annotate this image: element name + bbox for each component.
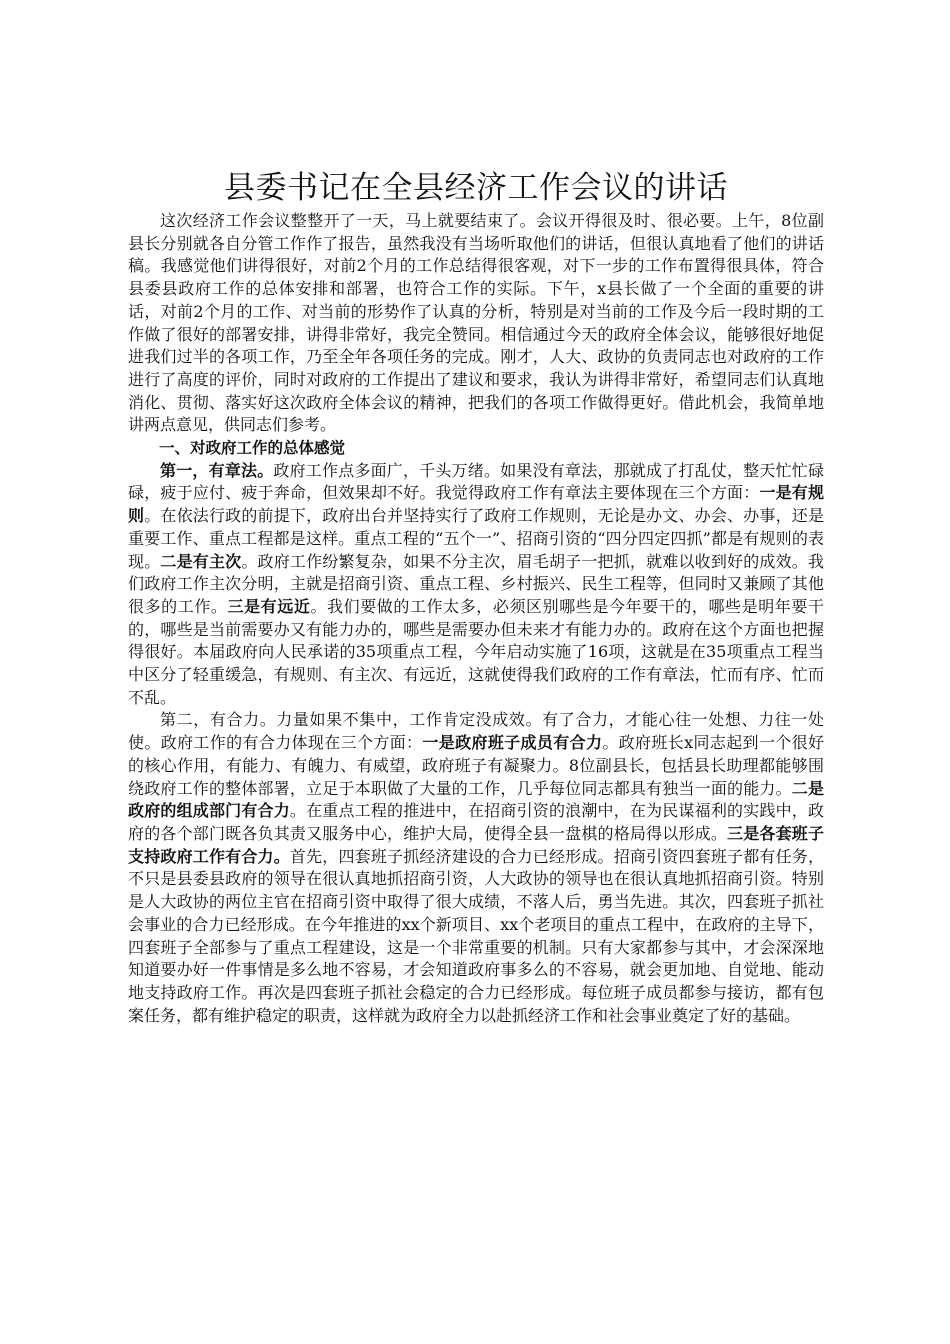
document-page bbox=[128, 168, 824, 1027]
paragraph-text: 。政府班长x同志起到一个很好的核心作用，有能力、有魄力、有威望，政府班子有凝聚力。8位副县长，包括县长助理都能够围绕政府工作的整体部署，立足于本职做了大量的工作，几乎每位同志都具有独当一面的能力。 bbox=[128, 733, 824, 798]
bold-phrase: 三是各套班子支持政府工作有合力。 bbox=[128, 823, 824, 866]
paragraph-zhangfa bbox=[128, 460, 824, 710]
bold-phrase: 一是有规则 bbox=[128, 483, 824, 526]
paragraph-text: 。我们要做的工作太多，必须区别哪些是今年要干的，哪些是明年要干的，哪些是当前需要办又有能力办的，哪些是需要办但未来才有能力办的。政府在这个方面也把握得很好。本届政府向人民承诺的35项重点工程，今年启动实施了16项，这就是在35项重点工程当中区分了轻重缓急，有规则、有主次、有远近，这就使得我们政府的工作有章法，忙而有序、忙而不乱。 bbox=[128, 596, 824, 707]
bold-phrase: 二是有主次 bbox=[160, 551, 242, 571]
paragraph-text: 首先，四套班子抓经济建设的合力已经形成。招商引资四套班子都有任务，不只是县委县政府的领导在很认真地抓招商引资，人大政协的领导也在很认真地抓招商引资。特别是人大政协的两位主官在招商引资中取得了很大成绩，不落人后，勇当先进。其次，四套班子抓社会事业的合力已经形成。在今年推进的xx个新项目、xx个老项目的重点工程中，在政府的主导下，四套班子全部参与了重点工程建设，这是一个非常重要的机制。只有大家都参与其中，才会深深地知道要办好一件事情是多么地不容易，才会知道政府事多么的不容易，就会更加地、自觉地、能动地支持政府工作。再次是四套班子抓社会稳定的合力已经形成。每位班子成员都参与接访，都有包案任务，都有维护稳定的职责，这样就为政府全力以赴抓经济工作和社会事业奠定了好的基础。 bbox=[128, 846, 824, 1025]
paragraph-text: 。政府工作纷繁复杂，如果不分主次，眉毛胡子一把抓，就难以收到好的成效。我们政府工作主次分明，主就是招商引资、重点工程、乡村振兴、民生工程等，但同时又兼顾了其他很多的工作。 bbox=[128, 551, 824, 616]
paragraph-text: 。在重点工程的推进中，在招商引资的浪潮中，在为民谋福利的实践中，政府的各个部门既各负其责又服务中心，维护大局，使得全县一盘棋的格局得以形成。 bbox=[128, 801, 824, 843]
paragraph-text: 。在依法行政的前提下，政府出台并坚持实行了政府工作规则，无论是办文、办会、办事，还是重要工作、重点工程都是这样。重点工程的“五个一”、招商引资的“四分四定四抓”都是有规则的表现。 bbox=[128, 506, 824, 571]
bold-phrase: 一是政府班子成员有合力 bbox=[422, 733, 603, 753]
section-heading: 一、对政府工作的总体感觉 bbox=[159, 439, 346, 458]
bold-phrase: 第一，有章法。 bbox=[160, 460, 274, 480]
bold-phrase: 二是政府的组成部门有合力 bbox=[128, 778, 824, 821]
bold-phrase: 三是有远近 bbox=[227, 596, 311, 616]
document-title: 县委书记在全县经济工作会议的讲话 bbox=[224, 170, 728, 206]
paragraph-text: 第二，有合力。力量如果不集中，工作肯定没成效。有了合力，才能心往一处想、力往一处使。政府工作的有合力体现在三个方面： bbox=[128, 710, 824, 753]
intro-paragraph: 这次经济工作会议整整开了一天，马上就要结束了。会议开得很及时、很必要。上午，8位副县长分别就各自分管工作作了报告，虽然我没有当场听取他们的讲话，但很认真地看了他们的讲话稿。我感觉他们讲得很好，对前2个月的工作总结得很客观，对下一步的工作布置得很具体，符合县委县政府工作的总体安排和部署，也符合工作的实际。下午，x县长做了一个全面的重要的讲话，对前2个月的工作、对当前的形势作了认真的分析，特别是对当前的工作及今后一段时期的工作做了很好的部署安排，讲得非常好，我完全赞同。相信通过今天的政府全体会议，能够很好地促进我们过半的各项工作，乃至全年各项任务的完成。刚才，人大、政协的负责同志也对政府的工作进行了高度的评价，同时对政府的工作提出了建议和要求，我认为讲得非常好，希望同志们认真地消化、贯彻、落实好这次政府全体会议的精神，把我们的各项工作做得更好。借此机会，我简单地讲两点意见，供同志们参考。 bbox=[128, 211, 824, 435]
paragraph-text: 政府工作点多面广，千头万绪。如果没有章法，那就成了打乱仗，整天忙忙碌碌，疲于应付、疲于奔命，但效果却不好。我觉得政府工作有章法主要体现在三个方面： bbox=[128, 460, 824, 503]
paragraph-heli bbox=[128, 709, 824, 1027]
